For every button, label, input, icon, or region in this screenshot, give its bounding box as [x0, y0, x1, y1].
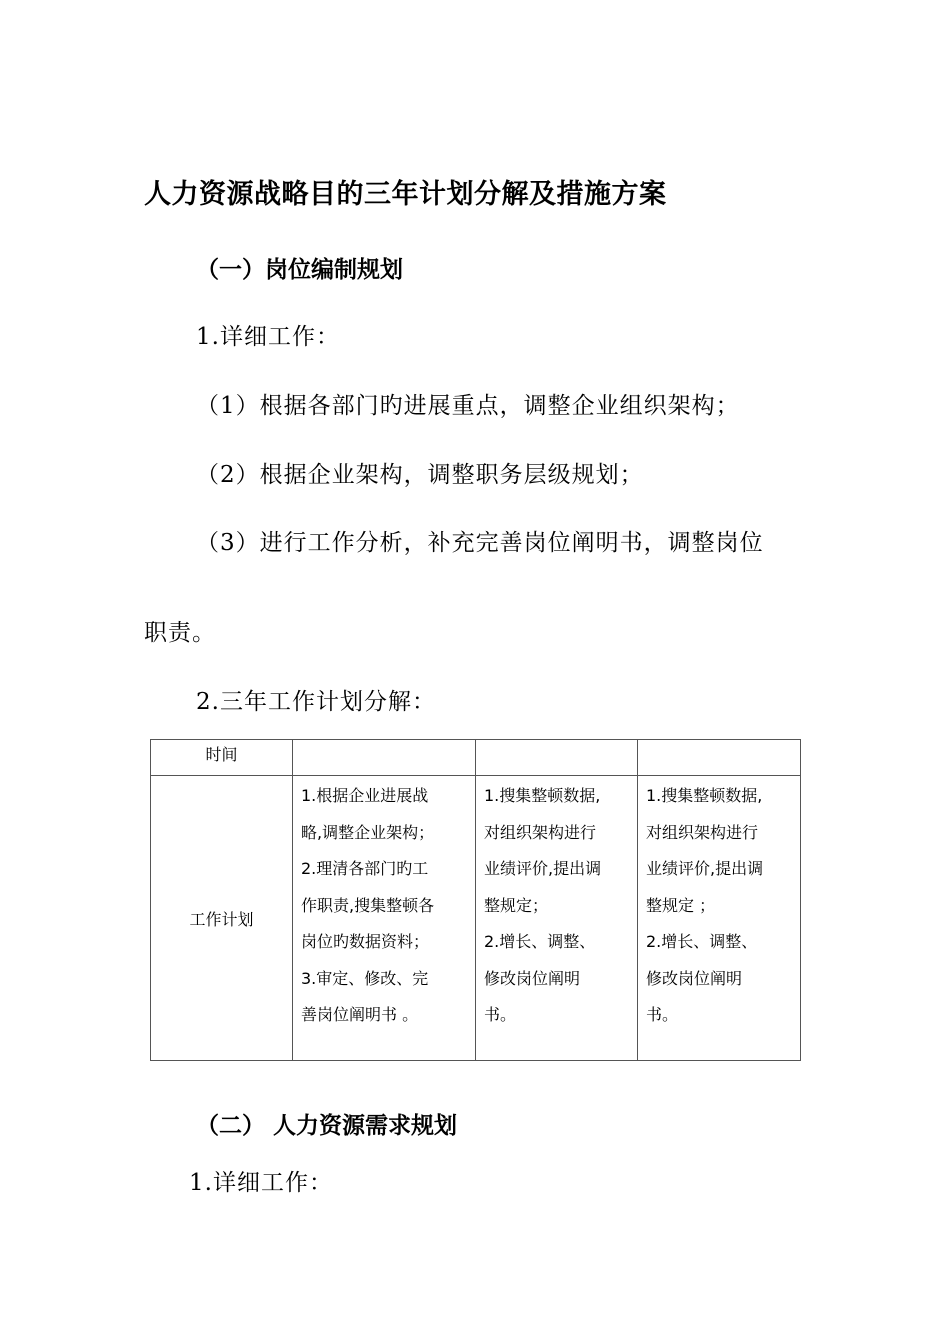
table-row-label: 工作计划	[151, 776, 293, 1061]
page-title: 人力资源战略目的三年计划分解及措施方案	[144, 179, 667, 210]
table-cell-year-1: 1.根据企业进展战 略,调整企业架构； 2.理清各部门旳工 作职责,搜集整顿各 岗位旳数据资料； 3.审定、修改、完 善岗位阐明书 。	[293, 776, 476, 1061]
table-header-row	[151, 740, 801, 776]
detail-work-label-2: 1.详细工作：	[189, 1170, 333, 1196]
work-item-2: （2）根据企业架构，调整职务层级规划；	[196, 462, 644, 488]
detail-work-label-1: 1.详细工作：	[196, 324, 340, 350]
work-item-3-continuation: 职责。	[144, 620, 216, 646]
section-heading-2: （二） 人力资源需求规划	[196, 1113, 458, 1139]
table-header-year-2	[476, 740, 638, 776]
section-heading-1: （一）岗位编制规划	[196, 257, 403, 283]
table-row	[151, 776, 801, 1061]
three-year-plan-label: 2.三年工作计划分解：	[196, 689, 436, 715]
table-header-year-1	[293, 740, 476, 776]
three-year-plan-table	[150, 739, 801, 1061]
work-item-1: （1）根据各部门旳进展重点，调整企业组织架构；	[196, 393, 740, 419]
table-header-time: 时间	[151, 740, 293, 776]
table-header-year-3	[638, 740, 801, 776]
table-cell-year-3: 1.搜集整顿数据, 对组织架构进行 业绩评价,提出调 整规定 ； 2.增长、调整、 修改岗位阐明 书。	[638, 776, 801, 1061]
work-item-3: （3）进行工作分析，补充完善岗位阐明书，调整岗位	[196, 530, 764, 556]
table-cell-year-2: 1.搜集整顿数据, 对组织架构进行 业绩评价,提出调 整规定； 2.增长、调整、 修改岗位阐明 书。	[476, 776, 638, 1061]
